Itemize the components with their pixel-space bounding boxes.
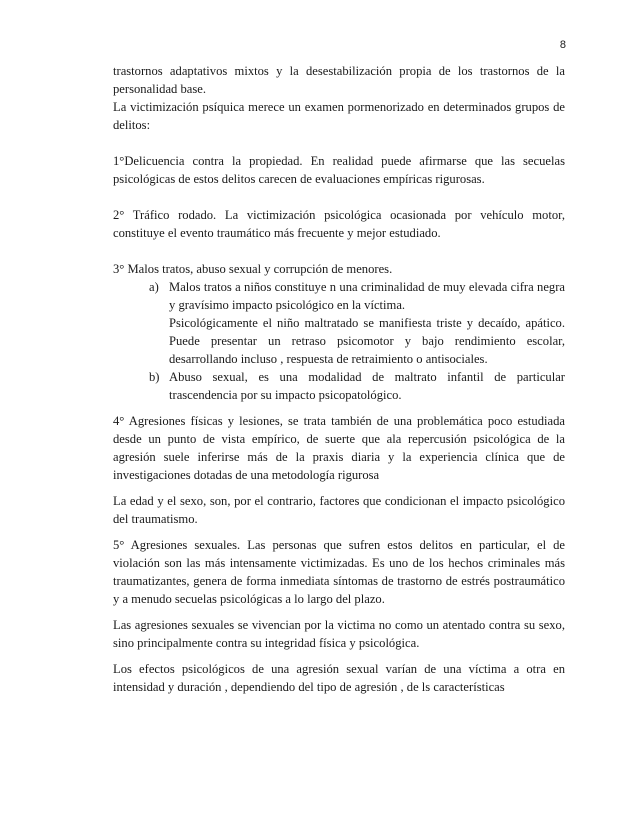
page-number: 8 [559,39,566,51]
lettered-list [113,278,565,404]
paragraph-property-crimes: 1°Delicuencia contra la propiedad. En realidad puede afirmarse que las secuelas psicológicas de estos delitos carecen de evaluaciones empíricas rigurosas. [113,154,565,186]
list-item-label: a) [149,280,159,294]
paragraph-sexual-aggression-experience: Las agresiones sexuales se vivencian por la victima no como un atentado contra su sexo, sino principalmente contra su integridad física y psicológica. [113,618,565,650]
paragraph-road-traffic: 2° Tráfico rodado. La victimización psicológica ocasionada por vehículo motor, constituye el evento traumático más frecuente y mejor estudiado. [113,208,565,240]
paragraph-sexual-aggression: 5° Agresiones sexuales. Las personas que sufren estos delitos en particular, el de violación son las más intensamente victimizadas. Es uno de los hechos criminales más traumatizantes, genera de forma inmediata síntomas de trastorno de estrés postraumático y a menudo secuelas psicológicas a lo largo del plazo. [113,538,565,606]
list-item [113,368,565,404]
document-body [113,62,565,696]
list-item [113,278,565,368]
paragraph-psychological-effects: Los efectos psicológicos de una agresión sexual varían de una víctima a otra en intensidad y duración , dependiendo del tipo de agresión , de ls características [113,662,565,694]
list-item-label: b) [149,370,160,384]
paragraph: La victimización psíquica merece un examen pormenorizado en determinados grupos de delitos: [113,100,565,132]
paragraph-mistreatment-heading: 3° Malos tratos, abuso sexual y corrupción de menores. [113,262,393,276]
paragraph-age-sex: La edad y el sexo, son, por el contrario, factores que condicionan el impacto psicológico del traumatismo. [113,494,565,526]
list-item-text: Psicológicamente el niño maltratado se manifiesta triste y decaído, apático. Puede presentar un retraso psicomotor y bajo rendimiento escolar, desarrollando incluso , respuesta de retraimiento o antisociales. [169,316,565,366]
list-item-text: Abuso sexual, es una modalidad de maltrato infantil de particular trascendencia por su impacto psicopatológico. [169,370,565,402]
paragraph-physical-aggression: 4° Agresiones físicas y lesiones, se trata también de una problemática poco estudiada desde un punto de vista empírico, de suerte que ala repercusión psicológica de la agresión suele inferirse más de la praxis diaria y la experiencia clínica que de investigaciones dotadas de una metodología rigurosa [113,414,565,482]
paragraph: trastornos adaptativos mixtos y la desestabilización propia de los trastornos de la personalidad base. [113,64,565,96]
list-item-text: Malos tratos a niños constituye n una criminalidad de muy elevada cifra negra y gravísimo impacto psicológico en la víctima. [169,280,565,312]
